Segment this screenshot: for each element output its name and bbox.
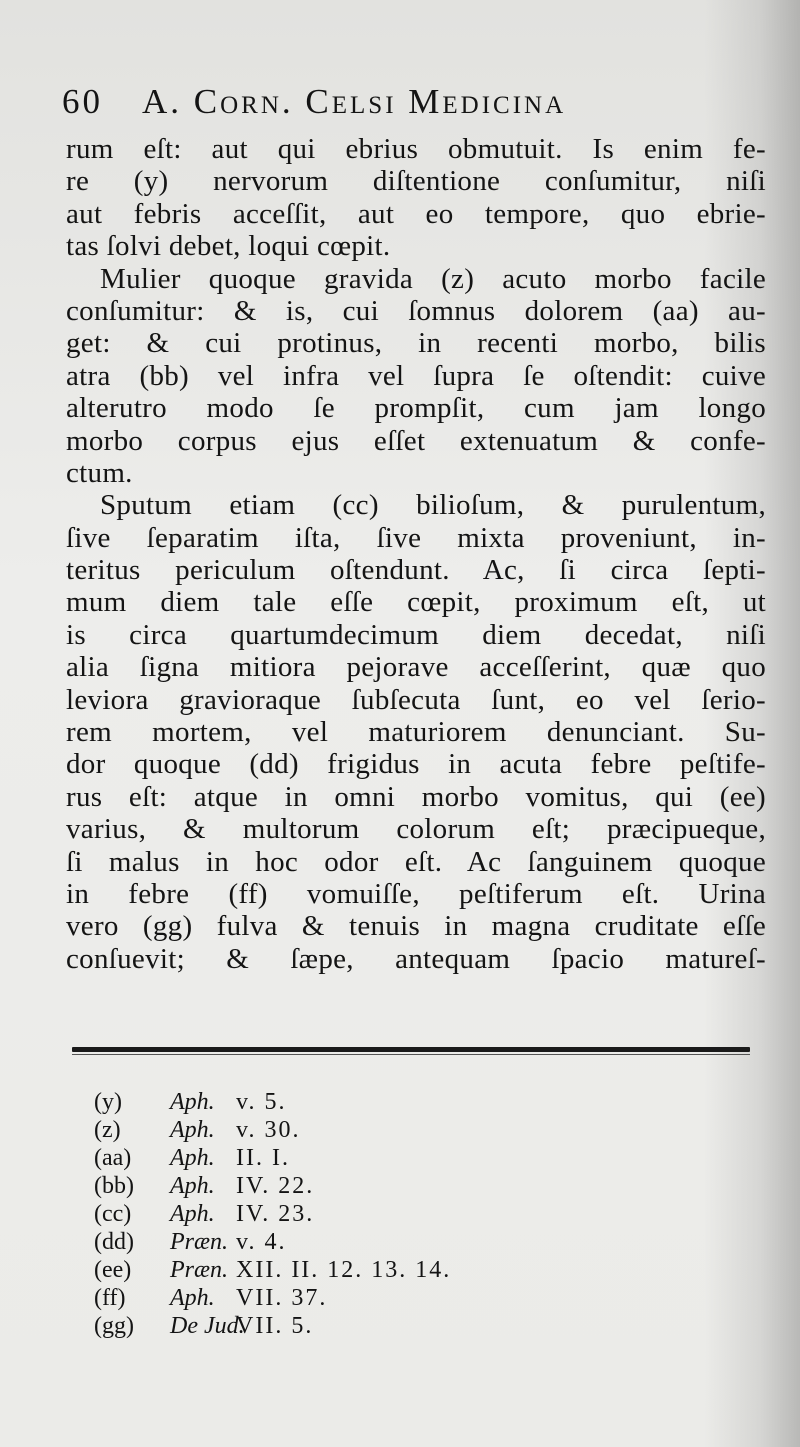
footnote xyxy=(94,1088,594,1116)
footnote-source: Aph. xyxy=(170,1201,215,1227)
text-line: conſumitur: & is, cui ſomnus dolorem (aa) au- xyxy=(66,294,766,327)
footnote-source: Aph. xyxy=(170,1285,215,1311)
footnote-ref: IV. 22. xyxy=(236,1173,315,1199)
text-line: leviora gravioraque ſubſecuta ſunt, eo vel ſerio- xyxy=(66,683,766,716)
footnote-ref: v. 4. xyxy=(236,1229,287,1255)
footnote-ref: XII. II. 12. 13. 14. xyxy=(236,1257,452,1283)
footnote-source: Aph. xyxy=(170,1145,215,1171)
footnote-mark: (cc) xyxy=(94,1201,132,1227)
footnote-mark: (y) xyxy=(94,1089,122,1115)
footnote-ref: v. 5. xyxy=(236,1089,287,1115)
footnote-source: Præn. xyxy=(170,1257,229,1283)
footnote xyxy=(94,1284,594,1312)
text-line: ſive ſeparatim iſta, ſive mixta proveniunt, in- xyxy=(66,521,766,554)
footnote-ref: VII. 37. xyxy=(236,1285,328,1311)
footnote-ref: VII. 5. xyxy=(236,1313,314,1339)
footnote-mark: (gg) xyxy=(94,1313,134,1339)
text-line: tas ſolvi debet, loqui cœpit. xyxy=(66,230,391,263)
running-title-work: Celsi Medicina xyxy=(305,82,567,121)
footnote xyxy=(94,1312,594,1340)
footnote-ref: II. I. xyxy=(236,1145,290,1171)
text-line: in febre (ff) vomuiſſe, peſtiferum eſt. Urina xyxy=(66,877,766,910)
page-number: 60 xyxy=(62,82,103,121)
footnote xyxy=(94,1256,594,1284)
footnotes xyxy=(94,1088,594,1340)
footnote xyxy=(94,1144,594,1172)
footnote-ref: IV. 23. xyxy=(236,1201,315,1227)
text-line: Sputum etiam (cc) bilioſum, & purulentum, xyxy=(100,489,766,522)
text-line: rum eſt: aut qui ebrius obmutuit. Is enim fe- xyxy=(66,133,766,165)
footnote xyxy=(94,1200,594,1228)
footnote-mark: (z) xyxy=(94,1117,121,1143)
text-line: ſi malus in hoc odor eſt. Ac ſanguinem quoque xyxy=(66,845,766,878)
text-line: rem mortem, vel maturiorem denunciant. Su- xyxy=(66,716,766,749)
text-line: morbo corpus ejus eſſet extenuatum & confe- xyxy=(66,424,766,457)
main-text xyxy=(66,133,766,975)
text-line: conſuevit; & ſæpe, antequam ſpacio matureſ- xyxy=(66,942,766,975)
text-line: mum diem tale eſſe cœpit, proximum eſt, ut xyxy=(66,586,766,619)
text-line: rus eſt: atque in omni morbo vomitus, qui (ee) xyxy=(66,780,766,813)
text-line: is circa quartumdecimum diem decedat, niſi xyxy=(66,618,766,651)
text-line: teritus periculum oſtendunt. Ac, ſi circa ſepti- xyxy=(66,554,766,587)
footnote-rule xyxy=(72,1047,750,1052)
text-line: get: & cui protinus, in recenti morbo, bilis xyxy=(66,327,766,360)
footnote xyxy=(94,1228,594,1256)
running-head xyxy=(62,80,662,124)
footnote-source: De Jud. xyxy=(170,1313,245,1339)
footnote-mark: (aa) xyxy=(94,1145,132,1171)
text-line: ctum. xyxy=(66,456,133,489)
footnote xyxy=(94,1116,594,1144)
text-line: dor quoque (dd) frigidus in acuta febre peſtife- xyxy=(66,748,766,781)
footnote-mark: (dd) xyxy=(94,1229,134,1255)
footnote-ref: v. 30. xyxy=(236,1117,301,1143)
text-line: vero (gg) fulva & tenuis in magna cruditate eſſe xyxy=(66,910,766,943)
footnote-mark: (ee) xyxy=(94,1257,132,1283)
footnote xyxy=(94,1172,594,1200)
footnote-source: Præn. xyxy=(170,1229,229,1255)
text-line: varius, & multorum colorum eſt; præcipueque, xyxy=(66,813,766,846)
text-line: re (y) nervorum diſtentione conſumitur, niſi xyxy=(66,165,766,198)
footnote-source: Aph. xyxy=(170,1089,215,1115)
running-title-author: A. Corn. xyxy=(142,82,306,121)
footnote-mark: (bb) xyxy=(94,1173,134,1199)
text-line: aut febris acceſſit, aut eo tempore, quo ebrie- xyxy=(66,197,766,230)
text-line: Mulier quoque gravida (z) acuto morbo facile xyxy=(100,262,766,295)
footnote-source: Aph. xyxy=(170,1173,215,1199)
footnote-mark: (ff) xyxy=(94,1285,126,1311)
text-line: alterutro modo ſe prompſit, cum jam longo xyxy=(66,392,766,425)
text-line: atra (bb) vel infra vel ſupra ſe oſtendit: cuive xyxy=(66,359,766,392)
text-line: alia ſigna mitiora pejorave acceſſerint, quæ quo xyxy=(66,651,766,684)
footnote-source: Aph. xyxy=(170,1117,215,1143)
